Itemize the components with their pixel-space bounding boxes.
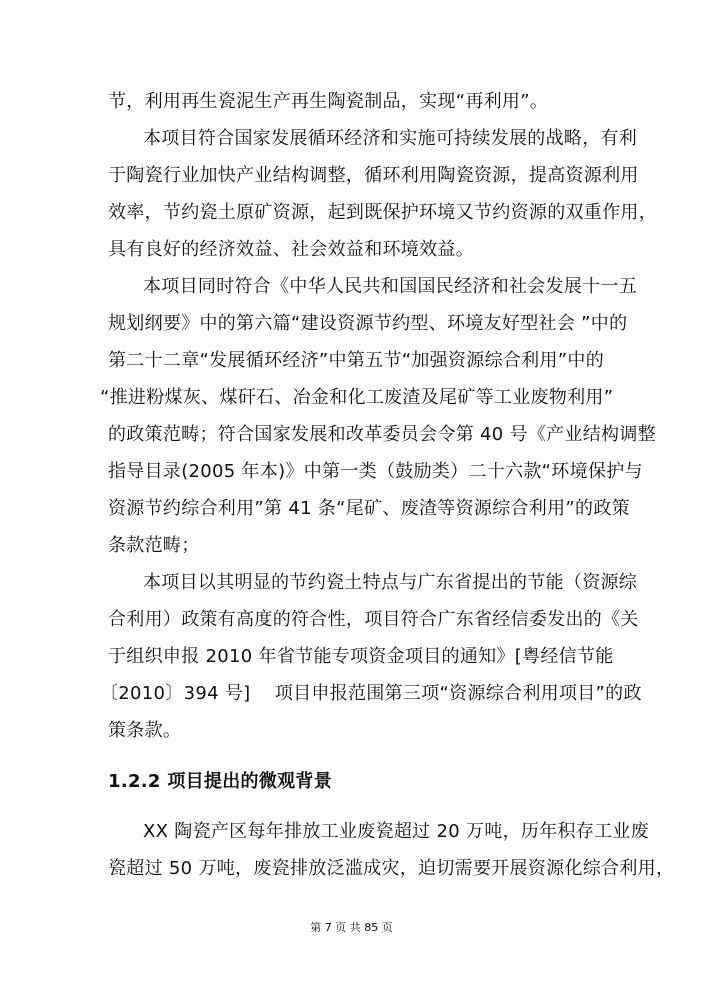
body-text-line: 策条款。 [108, 720, 182, 741]
body-text-line: 瓷超过 50 万吨，废瓷排放泛滥成灾，迫切需要开展资源化综合利用， [108, 858, 675, 879]
page-footer: 第 7 页 共 85 页 [310, 921, 393, 934]
body-text-line: 于陶瓷行业加快产业结构调整，循环利用陶瓷资源，提高资源利用 [108, 165, 639, 186]
section-heading: 1.2.2 项目提出的微观背景 [108, 771, 333, 792]
body-text-line: 第二十二章“发展循环经济”中第五节“加强资源综合利用”中的 [108, 350, 604, 371]
body-text-line: 规划纲要》中的第六篇“建设资源节约型、环境友好型社会 ”中的 [108, 313, 628, 334]
body-text-line: XX 陶瓷产区每年排放工业废瓷超过 20 万吨，历年积存工业废 [143, 821, 650, 842]
body-text-line: 资源节约综合利用”第 41 条“尾矿、废渣等资源综合利用”的政策 [108, 498, 630, 519]
body-text-line: 本项目符合国家发展循环经济和实施可持续发展的战略，有利 [143, 128, 638, 149]
body-text-line: 本项目同时符合《中华人民共和国国民经济和社会发展十一五 [143, 276, 638, 297]
body-text-line: 〔2010〕394 号] 项目申报范围第三项“资源综合利用项目”的政 [100, 683, 642, 704]
body-text-line: 具有良好的经济效益、社会效益和环境效益。 [108, 239, 474, 260]
body-text-line: 效率，节约瓷土原矿资源，起到既保护环境又节约资源的双重作用， [108, 202, 657, 223]
body-text-line: 条款范畴； [108, 535, 200, 556]
body-text-line: 指导目录(2005 年本)》中第一类（鼓励类）二十六款“环境保护与 [108, 461, 643, 482]
body-text-line: 本项目以其明显的节约瓷土特点与广东省提出的节能（资源综 [143, 572, 638, 593]
body-text-line: 节，利用再生瓷泥生产再生陶瓷制品，实现“再利用”。 [108, 91, 549, 112]
body-text-line: 于组织申报 2010 年省节能专项资金项目的通知》[粤经信节能 [108, 646, 614, 667]
body-text-line: “推进粉煤灰、煤矸石、冶金和化工废渣及尾矿等工业废物利用” [100, 387, 614, 408]
body-text-line: 合利用）政策有高度的符合性，项目符合广东省经信委发出的《关 [108, 609, 639, 630]
body-text-line: 的政策范畴；符合国家发展和改革委员会令第 40 号《产业结构调整 [108, 424, 656, 445]
